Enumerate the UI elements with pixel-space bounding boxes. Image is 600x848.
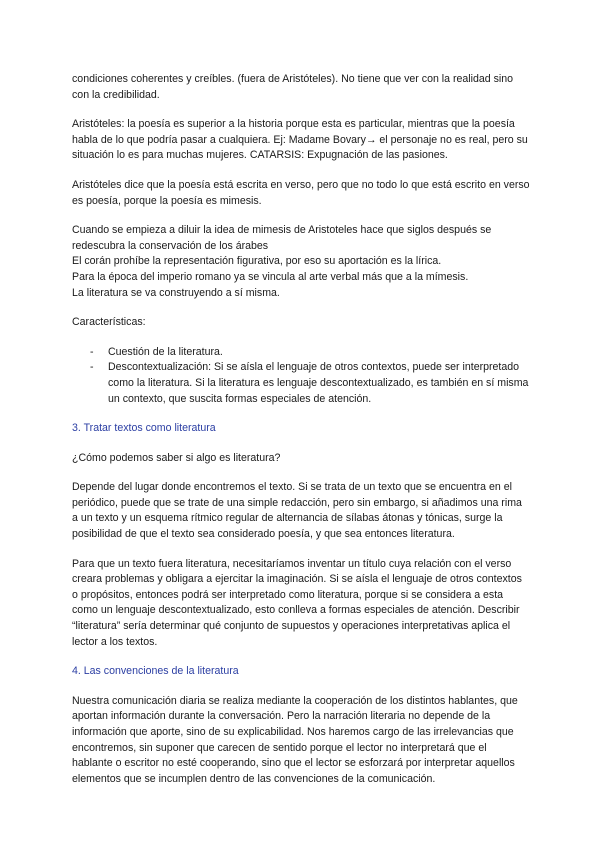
line-roman-empire: Para la época del imperio romano ya se vincula al arte verbal más que a la mímesis. [72,270,469,283]
paragraph-context: Depende del lugar donde encontremos el texto. Si se trata de un texto que se encuentra en el periódico, puede que se trate de una simple redacción, pero sin embargo, si añadimos una rima a un texto y un esquema rítmico regular de alternancia de sílabas átonas y tónicas, surge la posibilidad de que el texto sea considerado poesía, y que sea entonces literatura. [72,481,522,541]
paragraph-history-block [72,223,530,301]
list-dash: - [90,345,94,358]
paragraph-poetry-verse: Aristóteles dice que la poesía está escrita en verso, pero que no todo lo que está escrito en verso es poesía, porque la poesía es mimesis. [72,178,530,207]
section-heading-4: 4. Las convenciones de la literatura [72,665,239,678]
line-literature-builds: La literatura se va construyendo a sí misma. [72,286,280,299]
paragraph-credibility: condiciones coherentes y creíbles. (fuera de Aristóteles). No tiene que ver con la realidad sino con la credibilidad. [72,73,514,101]
list-dash: - [90,361,94,374]
paragraph-poetry-vs-history: Aristóteles: la poesía es superior a la historia porque esta es particular, mientras que la poesía habla de lo que podría pasar a cualquiera. Ej: Madame Bovary→ el personaje no es real, pero su situación lo es para muchas mujeres. CATARSIS: Expugnación de las pasiones. [72,118,528,162]
list-item-text: Cuestión de la literatura. [108,345,223,358]
section-heading-3: 3. Tratar textos como literatura [72,422,216,435]
list-item [72,345,530,361]
line-mimesis-diluted: Cuando se empieza a diluir la idea de mimesis de Aristoteles hace que siglos después se redescubra la conservación de los árabes [72,224,492,252]
document-page [72,72,530,787]
paragraph-question: ¿Cómo podemos saber si algo es literatura? [72,451,281,464]
paragraph-communication: Nuestra comunicación diaria se realiza mediante la cooperación de los distintos hablantes, que aportan información durante la conversación. Pero la narración literaria no depende de la información que aporte, sino de su explicabilidad. Nos haremos cargo de las irrelevancias que encontremos, sin suponer que carecen de sentido porque el lector no interpretará que el hablante o escritor no esté cooperando, sino que el lector se esforzará por interpretar aquellos elementos que se incumplen dentro de las convenciones de la comunicación. [72,694,518,785]
list-item [72,360,530,407]
characteristics-list [72,345,530,407]
list-item-text: Descontextualización: Si se aísla el lenguaje de otros contextos, puede ser interpretado como la literatura. Si la literatura es lenguaje descontextualizado, es también en sí misma un contexto, que suscita formas especiales de atención. [108,361,529,405]
paragraph-title-invention: Para que un texto fuera literatura, necesitaríamos inventar un título cuya relación con el verso creara problemas y obligara a ejercitar la imaginación. Si se aísla el lenguaje de otros contextos o propósitos, entonces podrá ser interpretado como literatura, porque si se considera a esta como un lenguaje descontextualizado, esto conlleva a formas especiales de atención. Describir “literatura” sería determinar qué conjunto de supuestos y operaciones interpretativas aplica el lector a los textos. [72,557,522,648]
line-coran: El corán prohíbe la representación figurativa, por eso su aportación es la lírica. [72,255,442,268]
paragraph-characteristics-label: Características: [72,316,146,329]
